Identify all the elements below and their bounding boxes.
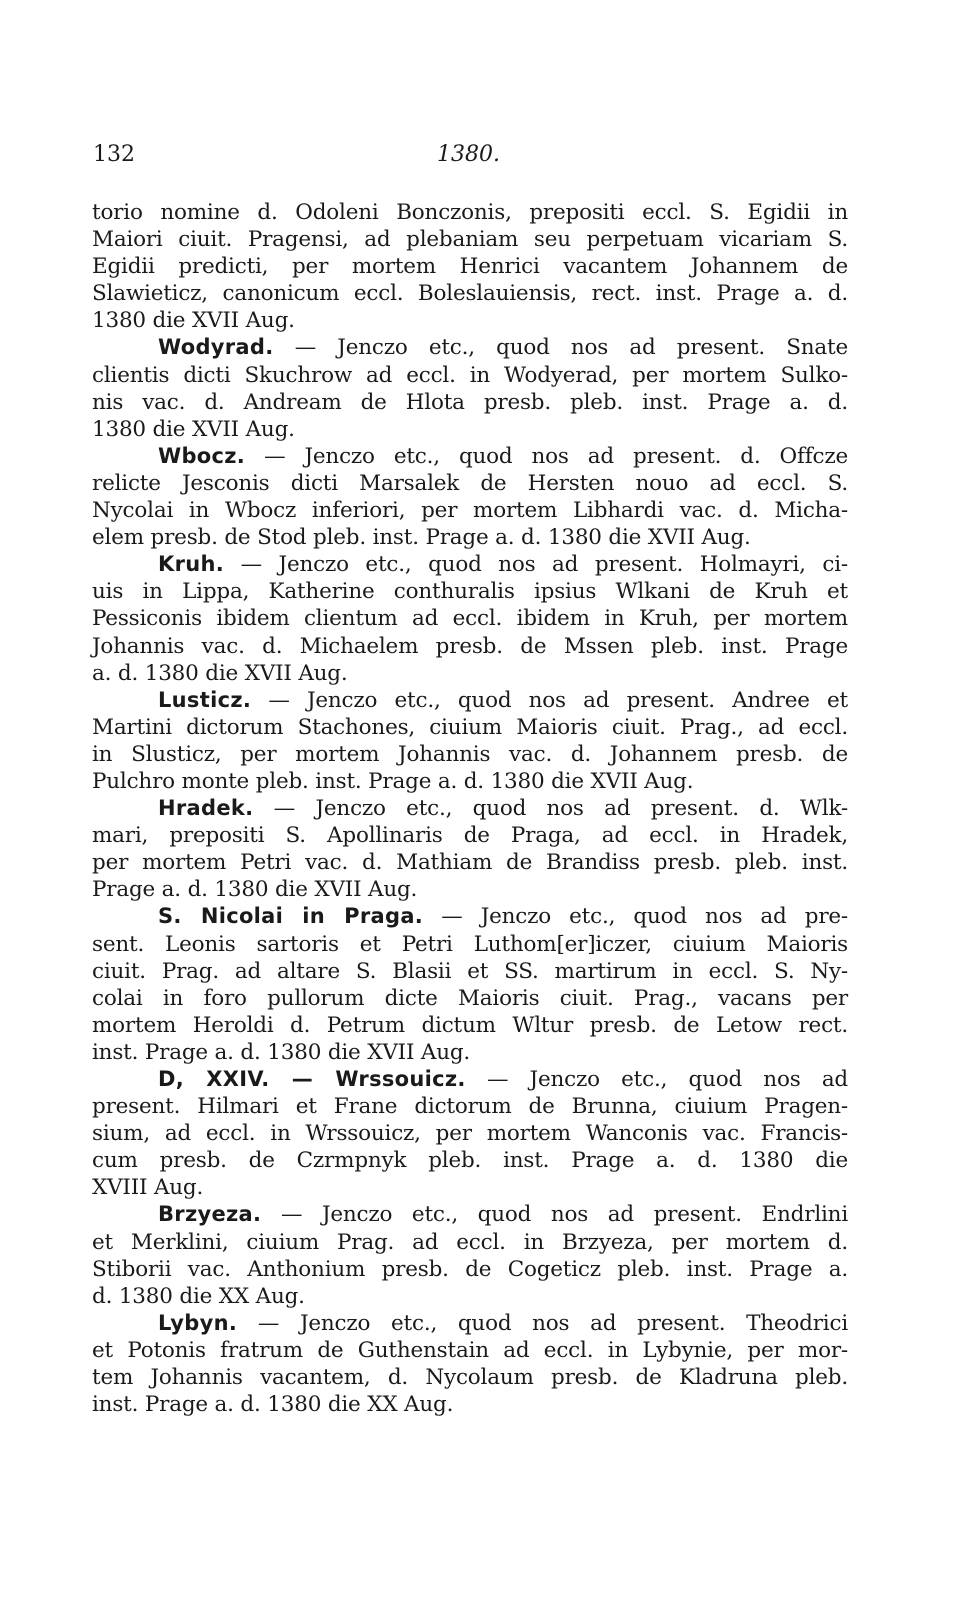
entry — [92, 1066, 848, 1201]
entry-first-line-text: — Jenczo etc., quod nos ad present. d. Wlk- — [253, 796, 848, 822]
entry-line: Egidii predicti, per mortem Henrici vacantem Johannem de — [92, 254, 848, 280]
entry-line: colai in foro pullorum dicte Maioris ciuit. Prag., vacans per — [92, 985, 848, 1011]
entry-first-line — [92, 443, 848, 470]
entry-first-line — [92, 903, 848, 930]
entry-heading: S. Nicolai in Praga. — [158, 904, 424, 929]
entry-first-line — [92, 334, 848, 361]
entry-line: Pessiconis ibidem clientum ad eccl. ibidem in Kruh, per mortem — [92, 606, 848, 632]
entry — [92, 903, 848, 1066]
entry-line: sent. Leonis sartoris et Petri Luthom[er]iczer, ciuium Maioris — [92, 931, 848, 957]
entry-first-line-text: — Jenczo etc., quod nos ad present. Endrlini — [261, 1202, 848, 1228]
entry — [92, 1310, 848, 1418]
entry-first-line-text: — Jenczo etc., quod nos ad present. Holmayri, ci- — [224, 552, 848, 578]
entry-first-line — [92, 1201, 848, 1228]
entry-line: Johannis vac. d. Michaelem presb. de Mssen pleb. inst. Prage — [92, 633, 848, 659]
entry — [92, 443, 848, 551]
entry-heading: Kruh. — [158, 552, 225, 577]
entry-heading: Wbocz. — [158, 443, 246, 468]
entry-line: inst. Prage a. d. 1380 die XVII Aug. — [92, 1039, 471, 1065]
entry-first-line — [92, 687, 848, 714]
entry-heading: D, XXIV. — Wrssouicz. — [158, 1067, 466, 1091]
entry-first-line — [92, 1066, 848, 1093]
entry-line: in Slusticz, per mortem Johannis vac. d. Johannem presb. de — [92, 741, 848, 767]
entry-first-line-text: — Jenczo etc., quod nos ad present. Snate — [273, 335, 848, 361]
entry-first-line-text: — Jenczo etc., quod nos ad pre- — [423, 904, 848, 930]
entry — [92, 551, 848, 686]
entry-line: d. 1380 die XX Aug. — [92, 1283, 305, 1309]
entry-first-line-text: — Jenczo etc., quod nos ad present. Andree et — [251, 687, 848, 713]
entry-line: Maiori ciuit. Pragensi, ad plebaniam seu perpetuam vicariam S. — [92, 227, 848, 253]
entry-line: nis vac. d. Andream de Hlota presb. pleb. inst. Prage a. d. — [92, 389, 848, 415]
entry-line: inst. Prage a. d. 1380 die XX Aug. — [92, 1392, 454, 1418]
entry-first-line-text: — Jenczo etc., quod nos ad present. Theodrici — [237, 1310, 848, 1336]
entry-first-line-text: — Jenczo etc., quod nos ad present. d. Offcze — [245, 443, 848, 469]
entry-line: Stiborii vac. Anthonium presb. de Cogeticz pleb. inst. Prage a. — [92, 1256, 848, 1282]
entry-line: clientis dicti Skuchrow ad eccl. in Wodyerad, per mortem Sulko- — [92, 362, 848, 388]
entry-first-line — [92, 795, 848, 822]
entry-first-line — [92, 551, 848, 578]
entry-line: a. d. 1380 die XVII Aug. — [92, 660, 348, 686]
entry — [92, 334, 848, 442]
entry-line: present. Hilmari et Frane dictorum de Brunna, ciuium Pragen- — [92, 1094, 848, 1120]
entry-line: Prage a. d. 1380 die XVII Aug. — [92, 877, 418, 903]
entry-line: XVIII Aug. — [92, 1175, 204, 1201]
entry-line: et Potonis fratrum de Guthenstain ad eccl. in Lybynie, per mor- — [92, 1337, 848, 1363]
entry-heading: Lybyn. — [158, 1310, 238, 1335]
entry-line: Pulchro monte pleb. inst. Prage a. d. 1380 die XVII Aug. — [92, 768, 694, 794]
entry-first-line-text: — Jenczo etc., quod nos ad — [465, 1067, 848, 1092]
entry-line: mari, prepositi S. Apollinaris de Praga, ad eccl. in Hradek, — [92, 823, 848, 849]
entry-line: Martini dictorum Stachones, ciuium Maioris ciuit. Prag., ad eccl. — [92, 714, 848, 740]
entry-line: sium, ad eccl. in Wrssouicz, per mortem Wanconis vac. Francis- — [92, 1121, 848, 1147]
entry-line: ciuit. Prag. ad altare S. Blasii et SS. martirum in eccl. S. Ny- — [92, 958, 848, 984]
page-number: 132 — [93, 142, 135, 167]
running-head: 1380. — [437, 142, 500, 167]
entry-line: et Merklini, ciuium Prag. ad eccl. in Brzyeza, per mortem d. — [92, 1229, 848, 1255]
entry — [92, 199, 848, 334]
text-body — [92, 199, 848, 1418]
entry-heading: Hradek. — [158, 796, 254, 821]
entry-line: Slawieticz, canonicum eccl. Boleslauiensis, rect. inst. Prage a. d. — [92, 281, 848, 307]
entry-line: cum presb. de Czrmpnyk pleb. inst. Prage a. d. 1380 die — [92, 1148, 848, 1174]
entry-line: elem presb. de Stod pleb. inst. Prage a. d. 1380 die XVII Aug. — [92, 525, 751, 551]
entry-line: 1380 die XVII Aug. — [92, 308, 295, 334]
entry — [92, 687, 848, 795]
entry — [92, 795, 848, 903]
entry-line: torio nomine d. Odoleni Bonczonis, prepositi eccl. S. Egidii in — [92, 200, 848, 225]
entry-heading: Wodyrad. — [158, 335, 274, 360]
entry-line: tem Johannis vacantem, d. Nycolaum presb. de Kladruna pleb. — [92, 1365, 848, 1391]
entry — [92, 1201, 848, 1309]
entry-line: per mortem Petri vac. d. Mathiam de Brandiss presb. pleb. inst. — [92, 850, 848, 876]
entry-line: mortem Heroldi d. Petrum dictum Wltur presb. de Letow rect. — [92, 1012, 848, 1038]
entry-line: Nycolai in Wbocz inferiori, per mortem Libhardi vac. d. Micha- — [92, 498, 848, 524]
entry-line: uis in Lippa, Katherine conthuralis ipsius Wlkani de Kruh et — [92, 579, 848, 605]
entry-first-line — [92, 1310, 848, 1337]
entry-heading: Lusticz. — [158, 687, 252, 712]
entry-line: 1380 die XVII Aug. — [92, 416, 295, 442]
entry-line: relicte Jesconis dicti Marsalek de Hersten nouo ad eccl. S. — [92, 470, 848, 496]
entry-heading: Brzyeza. — [158, 1202, 262, 1227]
